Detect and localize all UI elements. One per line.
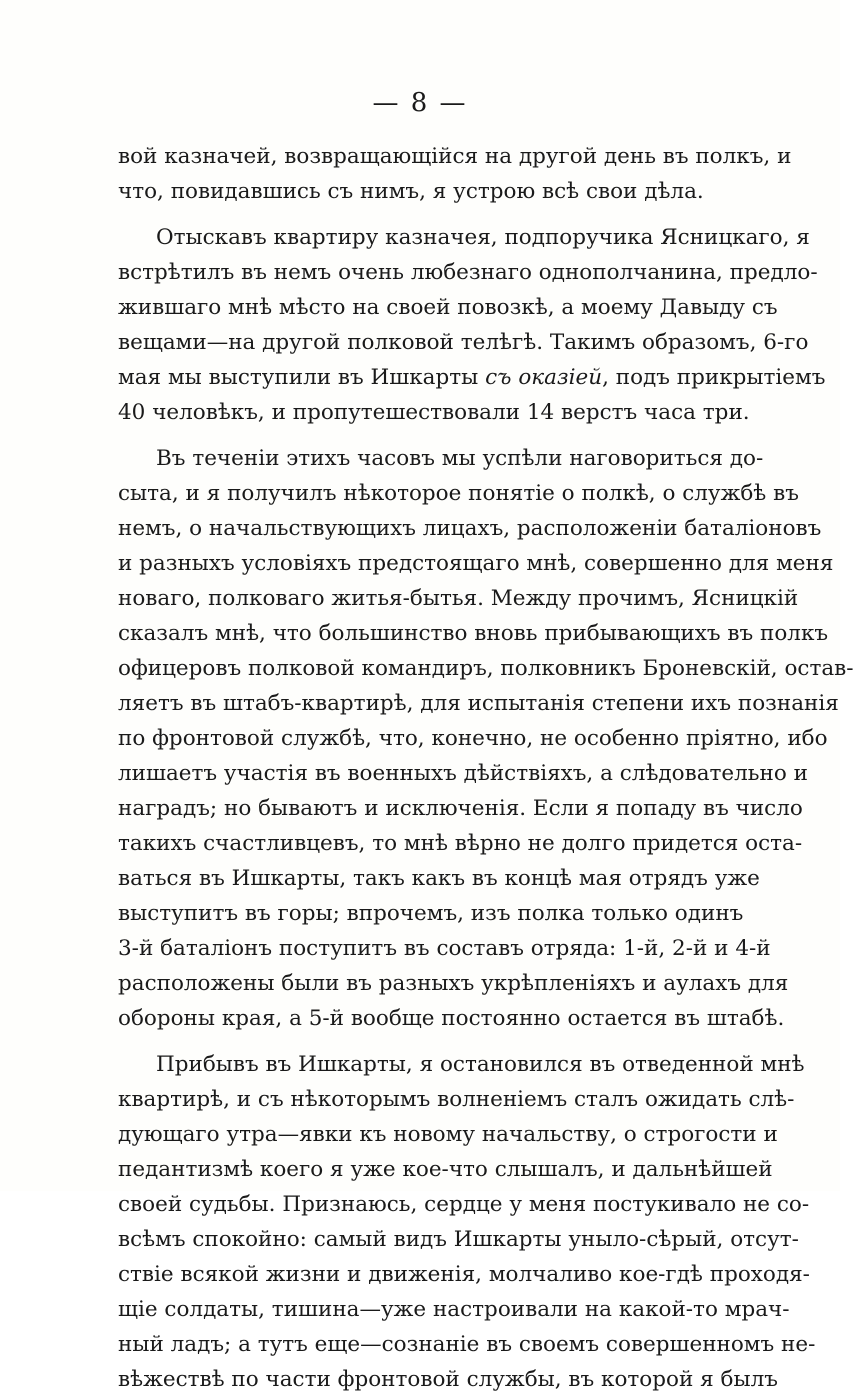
paragraph	[118, 220, 826, 430]
text-line: Прибывъ въ Ишкарты, я остановился въ отведенной мнѣ	[156, 1052, 805, 1077]
text-line: дующаго утра—явки къ новому начальству, о строгости и	[118, 1122, 778, 1147]
text-line: новаго, полковаго житья-бытья. Между прочимъ, Ясницкій	[118, 586, 799, 611]
text-line: Въ теченіи этихъ часовъ мы успѣли наговориться до-	[156, 446, 764, 471]
text-line: квартирѣ, и съ нѣкоторымъ волненіемъ сталъ ожидать слѣ-	[118, 1087, 795, 1112]
text-run: мая мы выступили въ Ишкарты	[118, 365, 486, 390]
text-line: 40 человѣкъ, и пропутешествовали 14 верстъ часа три.	[118, 400, 750, 425]
text-line	[118, 360, 826, 395]
text-line: ляетъ въ штабъ-квартирѣ, для испытанія степени ихъ познанія	[118, 691, 839, 716]
page-number: — 8 —	[372, 88, 468, 118]
text-line: сказалъ мнѣ, что большинство вновь прибывающихъ въ полкъ	[118, 621, 829, 646]
text-line: расположены были въ разныхъ укрѣпленіяхъ и аулахъ для	[118, 971, 789, 996]
paragraph	[118, 139, 792, 209]
text-line: жившаго мнѣ мѣсто на своей повозкѣ, а моему Давыду съ	[118, 295, 778, 320]
text-run: , подъ прикрытіемъ	[602, 365, 826, 390]
text-line: наградъ; но бываютъ и исключенія. Если я попаду въ число	[118, 796, 803, 821]
text-line: вещами—на другой полковой телѣгѣ. Такимъ образомъ, 6-го	[118, 330, 809, 355]
text-line: сыта, и я получилъ нѣкоторое понятіе о полкѣ, о службѣ въ	[118, 481, 799, 506]
text-line: педантизмѣ коего я уже кое-что слышалъ, и дальнѣйшей	[118, 1157, 773, 1182]
paragraph	[118, 441, 854, 1036]
text-line: выступитъ въ горы; впрочемъ, изъ полка только одинъ	[118, 901, 744, 926]
text-line: всѣмъ спокойно: самый видъ Ишкарты уныло-сѣрый, отсут-	[118, 1227, 799, 1252]
text-line: Отыскавъ квартиру казначея, подпоручика Ясницкаго, я	[156, 225, 810, 250]
text-line: по фронтовой службѣ, что, конечно, не особенно пріятно, ибо	[118, 726, 828, 751]
text-line: вой казначей, возвращающійся на другой день въ полкъ, и	[118, 144, 792, 169]
page-body	[118, 139, 854, 1397]
text-line: своей судьбы. Признаюсь, сердце у меня постукивало не со-	[118, 1192, 810, 1217]
text-line: встрѣтилъ въ немъ очень любезнаго однополчанина, предло-	[118, 260, 818, 285]
text-line: такихъ счастливцевъ, то мнѣ вѣрно не долго придется оста-	[118, 831, 803, 856]
text-line: и разныхъ условіяхъ предстоящаго мнѣ, совершенно для меня	[118, 551, 834, 576]
text-line: ствіе всякой жизни и движенія, молчаливо кое-гдѣ проходя-	[118, 1262, 810, 1287]
text-line: 3-й баталіонъ поступитъ въ составъ отряда: 1-й, 2-й и 4-й	[118, 936, 771, 961]
paragraph	[118, 1047, 816, 1397]
text-line: щіе солдаты, тишина—уже настроивали на какой-то мрач-	[118, 1297, 790, 1322]
text-line: что, повидавшись съ нимъ, я устрою всѣ свои дѣла.	[118, 179, 704, 204]
text-line: обороны края, а 5-й вообще постоянно остается въ штабѣ.	[118, 1006, 785, 1031]
text-line: офицеровъ полковой командиръ, полковникъ Броневскій, остав-	[118, 656, 854, 681]
text-line: немъ, о начальствующихъ лицахъ, расположеніи баталіоновъ	[118, 516, 822, 541]
italic-phrase: съ оказіей	[485, 365, 603, 390]
text-line: лишаетъ участія въ военныхъ дѣйствіяхъ, а слѣдовательно и	[118, 761, 808, 786]
text-line: ваться въ Ишкарты, такъ какъ въ концѣ мая отрядъ уже	[118, 866, 760, 891]
text-line: ный ладъ; а тутъ еще—сознаніе въ своемъ совершенномъ не-	[118, 1332, 816, 1357]
text-line: вѣжествѣ по части фронтовой службы, въ которой я былъ	[118, 1367, 778, 1392]
